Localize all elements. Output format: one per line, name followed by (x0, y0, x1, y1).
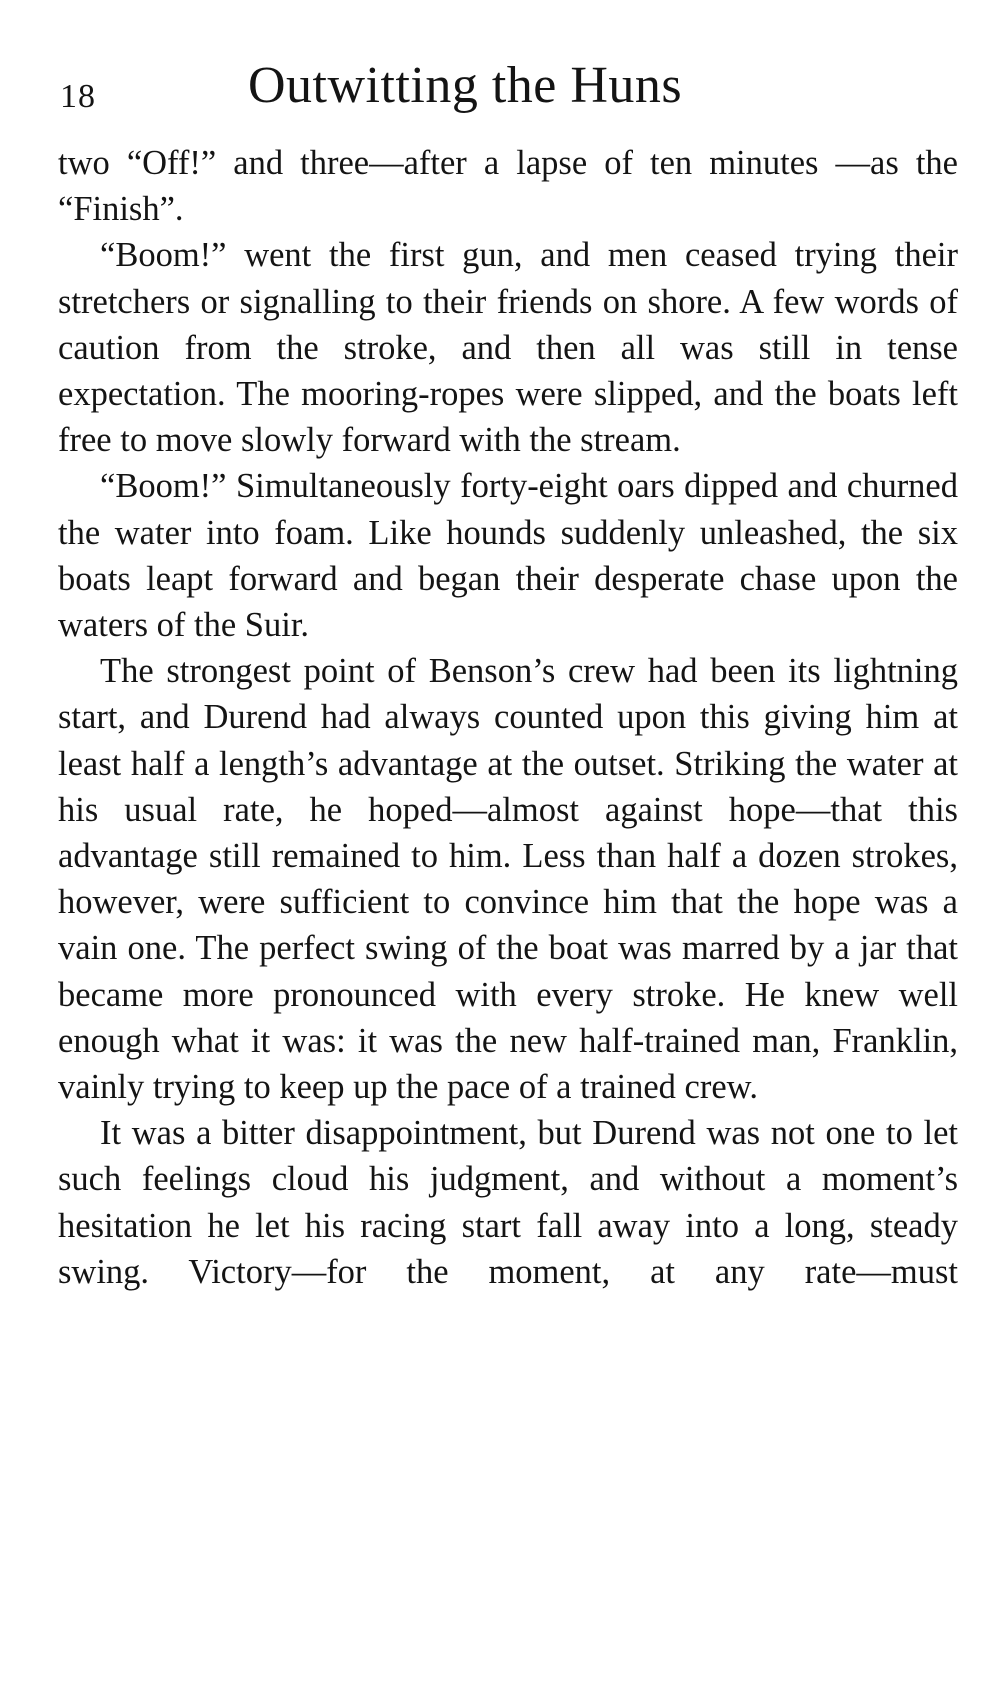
paragraph: “Boom!” went the first gun, and men ceased trying their stretchers or signalling to their friends on shore. A few words of caution from the stroke, and then all was still in tense expectation. The mooring-ropes were slipped, and the boats left free to move slowly forward with the stream. (58, 236, 958, 460)
body-text (58, 140, 958, 1295)
paragraph: The strongest point of Benson’s crew had been its lightning start, and Durend had always counted upon this giving him at least half a length’s advantage at the outset. Striking the water at his usual rate, he hoped—almost against hope—that this advantage still remained to him. Less than half a dozen strokes, however, were sufficient to convince him that the hope was a vain one. The perfect swing of the boat was marred by a jar that became more pronounced with every stroke. He knew well enough what it was: it was the new half-trained man, Franklin, vainly trying to keep up the pace of a trained crew. (58, 652, 958, 1107)
running-head (58, 56, 958, 126)
paragraph: It was a bitter disappointment, but Durend was not one to let such feelings cloud his judgment, and without a moment’s hesitation he let his racing start fall away into a long, steady swing. Victory—for the moment, at any rate—must (58, 1114, 958, 1291)
paragraph: “Boom!” Simultaneously forty-eight oars dipped and churned the water into foam. Like hounds suddenly unleashed, the six boats leapt forward and began their desperate chase upon the waters of the Suir. (58, 467, 958, 645)
page-number: 18 (60, 78, 96, 115)
running-title: Outwitting the Huns (248, 57, 683, 114)
paragraph-continued: two “Off!” and three—after a lapse of ten minutes —as the “Finish”. (58, 144, 958, 229)
